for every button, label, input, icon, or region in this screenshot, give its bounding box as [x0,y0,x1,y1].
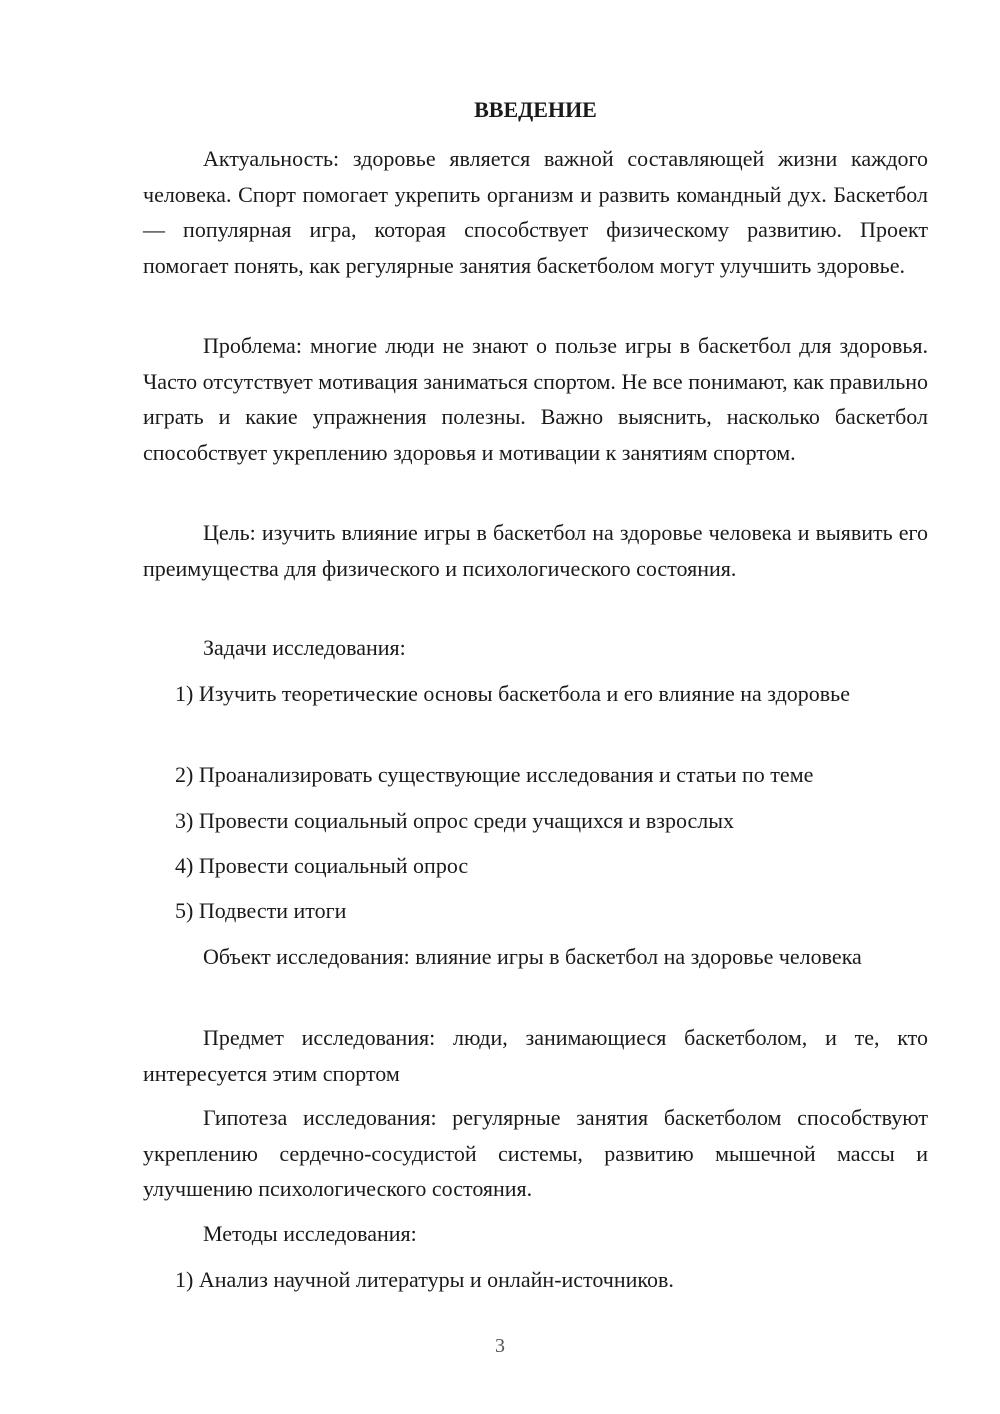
paragraph-goal: Цель: изучить влияние игры в баскетбол на здоровье человека и выявить его преимущества для физического и психологического состояния. [143,520,928,581]
paragraph-subject: Предмет исследования: люди, занимающиеся баскетболом, и те, кто интересуется этим спортом [143,1025,928,1086]
tasks-heading: Задачи исследования: [203,635,406,660]
method-item-1: 1) Анализ научной литературы и онлайн-источников. [175,1267,674,1292]
methods-heading: Методы исследования: [203,1221,417,1246]
paragraph-relevance: Актуальность: здоровье является важной составляющей жизни каждого человека. Спорт помогает укрепить организм и развить командный дух. Баскетбол — популярная игра, которая способствует физическому развитию. Проект помогает понять, как регулярные занятия баскетболом могут улучшить здоровье. [143,146,928,278]
task-item-3: 3) Провести социальный опрос среди учащихся и взрослых [175,808,735,833]
task-item-1: 1) Изучить теоретические основы баскетбола и его влияние на здоровье [175,681,850,706]
paragraph-problem: Проблема: многие люди не знают о пользе игры в баскетбол для здоровья. Часто отсутствует мотивация заниматься спортом. Не все понимают, как правильно играть и какие упражнения полезны. Важно выяснить, насколько баскетбол способствует укреплению здоровья и мотивации к занятиям спортом. [143,333,928,465]
task-item-4: 4) Провести социальный опрос [175,853,469,878]
page-number: 3 [495,1335,505,1357]
task-item-2: 2) Проанализировать существующие исследования и статьи по теме [175,762,814,787]
paragraph-object: Объект исследования: влияние игры в баскетбол на здоровье человека [203,944,862,969]
task-item-5: 5) Подвести итоги [175,898,347,923]
paragraph-hypothesis: Гипотеза исследования: регулярные занятия баскетболом способствуют укреплению сердечно-сосудистой системы, развитию мышечной массы и улучшению психологического состояния. [143,1105,928,1201]
page-title: ВВЕДЕНИЕ [474,97,597,122]
